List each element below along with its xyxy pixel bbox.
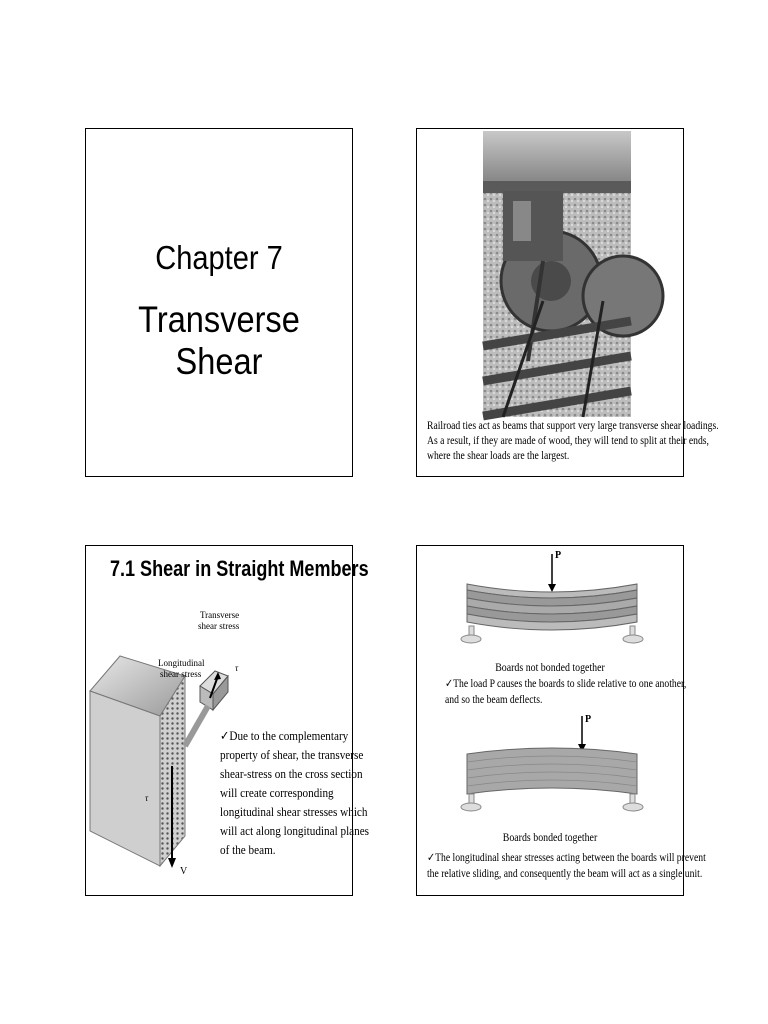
explanation-line: and so the beam deflects. — [445, 694, 543, 706]
railroad-ties-photo — [483, 131, 631, 417]
photo-caption — [427, 419, 719, 464]
explanation-line: property of shear, the transverse — [220, 747, 364, 762]
tau-label: τ — [145, 793, 149, 803]
chapter-title: Transverse Shear — [138, 299, 300, 382]
shear-explanation — [220, 726, 375, 859]
explanation-line: ✓The load P causes the boards to slide relative to one another, — [445, 678, 687, 690]
unbonded-boards-figure — [447, 546, 657, 666]
slide-chapter-title — [85, 128, 353, 477]
explanation-line: ✓Due to the complementary — [220, 728, 349, 743]
shear-force-label: V — [180, 866, 188, 877]
caption-line: Railroad ties act as beams that support very large transverse shear loadings. — [427, 420, 719, 432]
chapter-number: Chapter 7 — [155, 239, 283, 276]
longitudinal-label-line: shear stress — [160, 669, 202, 679]
slide-title: 7.1 Shear in Straight Members — [109, 556, 369, 581]
explanation-line: of the beam. — [220, 842, 276, 857]
load-label: P — [585, 714, 592, 725]
not-bonded-explanation — [445, 676, 686, 708]
caption-not-bonded: Boards not bonded together — [495, 662, 605, 674]
longitudinal-label-line: Longitudinal — [158, 658, 205, 668]
explanation-line: will act along longitudinal planes — [220, 823, 370, 838]
bonded-boards-figure — [447, 714, 657, 834]
longitudinal-label — [158, 658, 207, 679]
transverse-label-line: Transverse — [200, 610, 240, 620]
transverse-label — [198, 610, 241, 631]
tau-label: τ — [235, 663, 239, 673]
slide-boards-bonding — [416, 545, 706, 896]
caption-bonded: Boards bonded together — [502, 832, 598, 844]
slide-shear-straight-members — [85, 545, 370, 896]
explanation-line: will create corresponding — [220, 785, 334, 800]
explanation-line: the relative sliding, and consequently the beam will act as a single unit. — [427, 868, 703, 880]
explanation-line: longitudinal shear stresses which — [220, 804, 368, 819]
caption-line: where the shear loads are the largest. — [427, 450, 570, 462]
transverse-label-line: shear stress — [198, 621, 240, 631]
slide-railroad-photo — [416, 128, 719, 477]
caption-line: As a result, if they are made of wood, they will tend to split at their ends, — [427, 435, 709, 447]
load-label: P — [555, 550, 562, 561]
explanation-line: ✓The longitudinal shear stresses acting between the boards will prevent — [427, 852, 706, 864]
bonded-explanation — [427, 850, 706, 882]
explanation-line: shear-stress on the cross section — [220, 766, 363, 781]
